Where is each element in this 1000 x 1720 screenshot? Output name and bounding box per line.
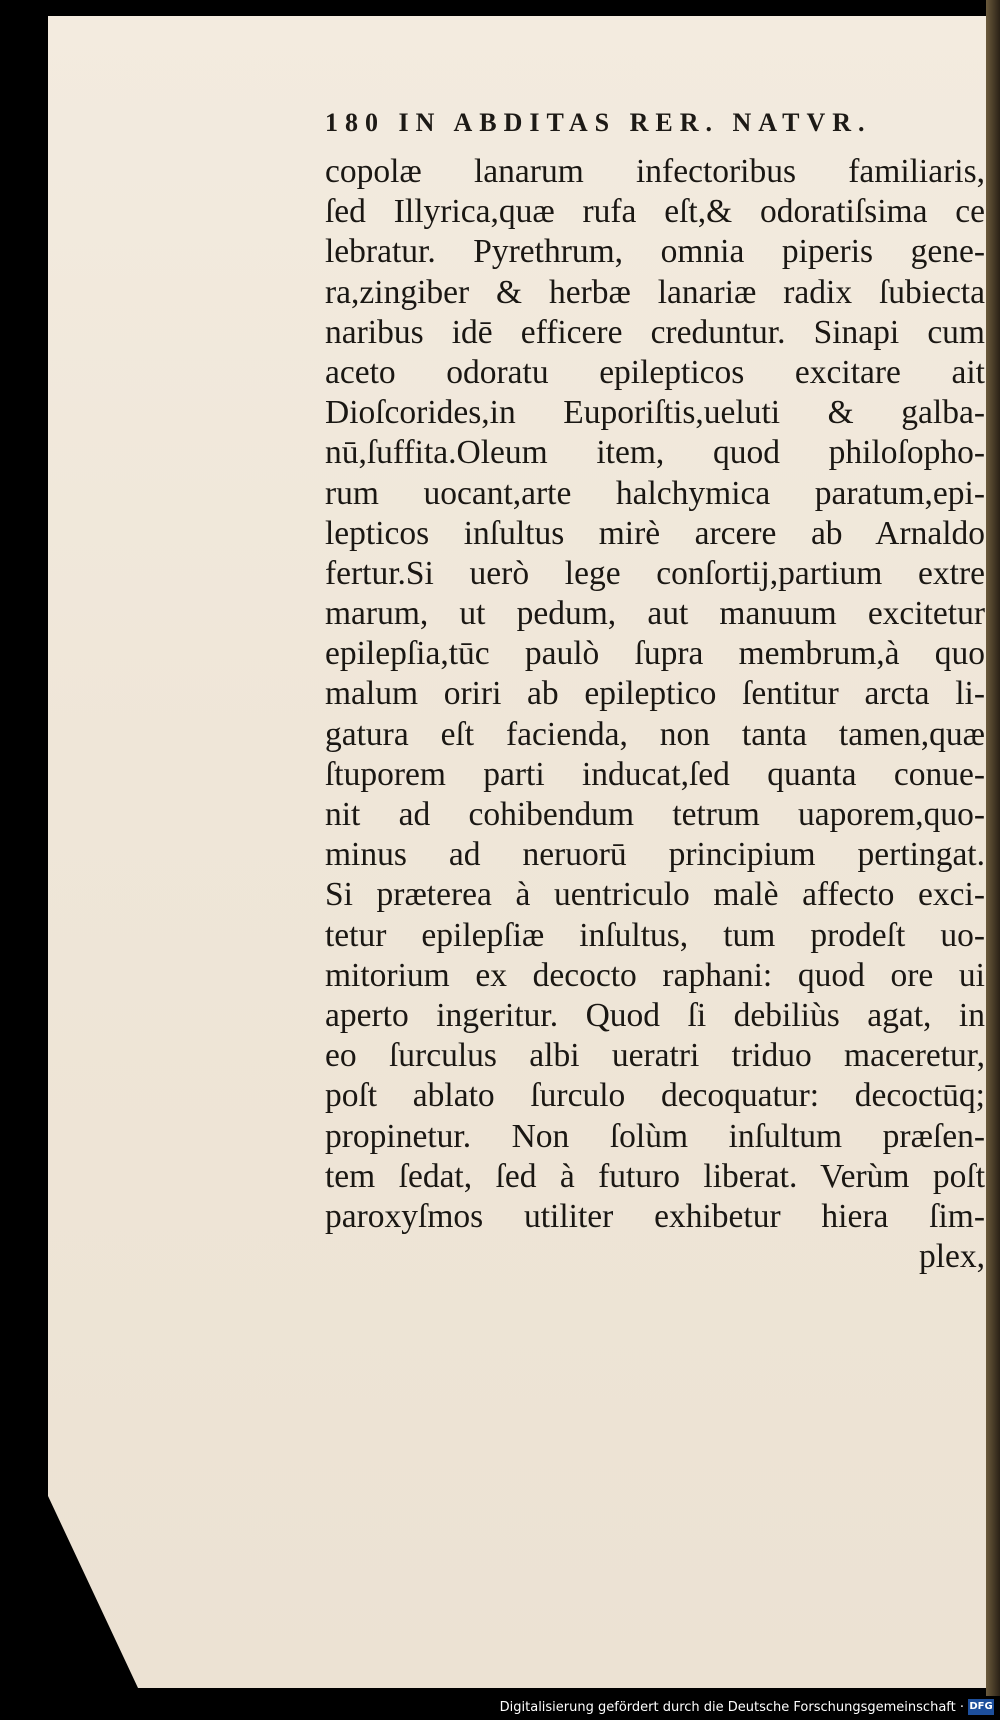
text-line: rum uocant,arte halchymica paratum,epi- [325,474,985,512]
text-line: epilepſia,tūc paulò ſupra membrum,à quo [325,635,985,673]
text-line: nit ad cohibendum tetrum uaporem,quo- [325,796,985,833]
text-line: aperto ingeritur. Quod ſi debiliùs agat, in [325,996,985,1034]
text-line: ſed Illyrica,quæ rufa eſt,& odoratiſsima ce [325,193,985,231]
text-line: marum, ut pedum, aut manuum excitetur [325,595,985,633]
funding-credit: Digitalisierung gefördert durch die Deutsche Forschungsgemeinschaft · [499,1700,964,1715]
book-binding-edge [986,0,1000,1720]
text-line: ra,zingiber & herbæ lanariæ radix ſubiecta [325,273,985,311]
text-line: tetur epilepſiæ inſultus, tum prodeſt uo- [325,916,985,954]
text-line: paroxyſmos utiliter exhibetur hiera ſim- [325,1197,985,1235]
text-line: malum oriri ab epileptico ſentitur arcta li- [325,675,985,713]
text-line: Si præterea à uentriculo malè affecto exci- [325,876,985,914]
digitization-footer [0,1696,1000,1720]
text-line: fertur.Si uerò lege conſortij,partium extre [325,554,985,592]
page-body-text [325,152,985,1277]
text-line: propinetur. Non ſolùm inſultum præſen- [325,1117,985,1155]
text-line: lepticos inſultus mirè arcere ab Arnaldo [325,514,985,552]
text-line: copolæ lanarum infectoribus familiaris, [325,153,985,190]
text-line: Dioſcorides,in Euporiſtis,ueluti & galba- [325,394,985,432]
text-line: mitorium ex decocto raphani: quod ore ui [325,956,985,994]
text-line: aceto odoratu epilepticos excitare ait [325,353,985,391]
running-header: 180 IN ABDITAS RER. NATVR. [325,108,872,137]
catchword-line: plex, [918,1238,985,1276]
text-line: gatura eſt facienda, non tanta tamen,quæ [325,715,985,753]
text-line: poſt ablato ſurculo decoquatur: decoctūq; [325,1077,985,1115]
text-line: eo ſurculus albi ueratri triduo maceretur, [325,1037,985,1075]
text-line: ſtuporem parti inducat,ſed quanta conue- [325,755,985,793]
text-line: minus ad neruorū principium pertingat. [325,836,985,874]
text-line: tem ſedat, ſed à futuro liberat. Verùm poſt [325,1157,985,1195]
text-line: nū,ſuffita.Oleum item, quod philoſopho- [325,434,985,472]
text-line: lebratur. Pyrethrum, omnia piperis gene- [325,233,985,271]
text-line: naribus idē efficere creduntur. Sinapi cum [325,313,985,351]
dfg-logo: DFG [968,1699,994,1715]
